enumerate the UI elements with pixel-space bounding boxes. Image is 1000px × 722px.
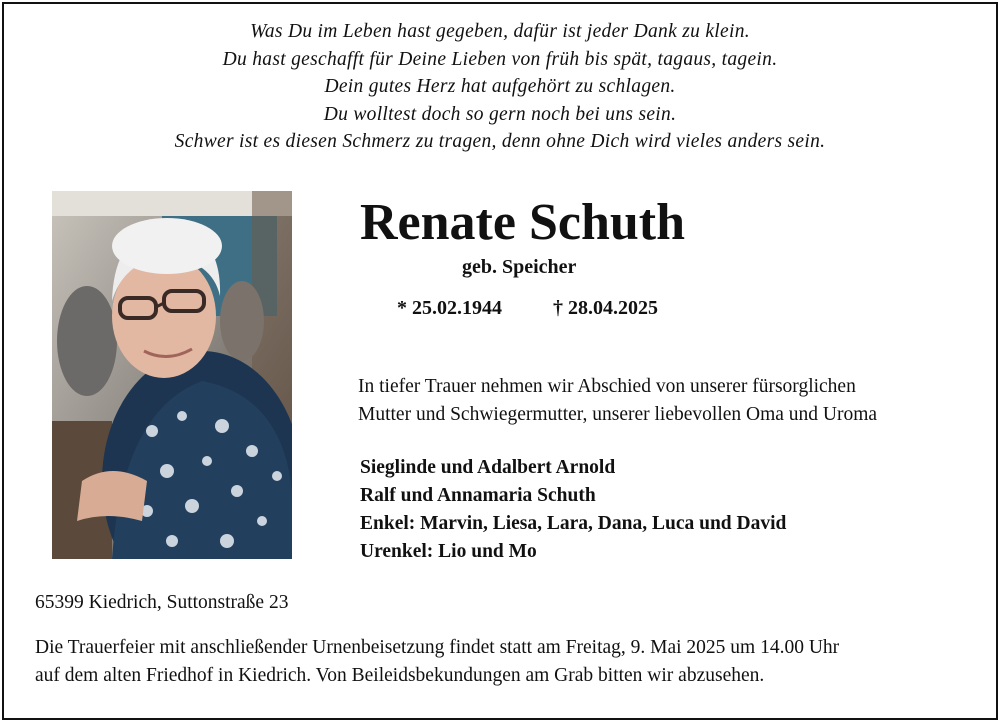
- funeral-line: auf dem alten Friedhof in Kiedrich. Von Beileidsbekundungen am Grab bitten wir abzusehen.: [35, 665, 765, 686]
- poem-line: Dein gutes Herz hat aufgehört zu schlagen.: [324, 76, 676, 97]
- family-member: Urenkel: Lio und Mo: [360, 541, 537, 562]
- maiden-name: geb. Speicher: [462, 256, 577, 278]
- poem-line: Du hast geschafft für Deine Lieben von früh bis spät, tagaus, tagein.: [222, 48, 778, 70]
- deceased-name: Renate Schuth: [360, 194, 686, 251]
- mourning-text: [358, 373, 877, 429]
- portrait-photo: [52, 191, 292, 559]
- mourning-line: Mutter und Schwiegermutter, unserer liebevollen Oma und Uroma: [358, 404, 878, 425]
- poem-line: Du wolltest doch so gern noch bei uns sein.: [323, 103, 677, 125]
- family-member: Enkel: Marvin, Liesa, Lara, Dana, Luca und David: [360, 513, 787, 534]
- family-address: 65399 Kiedrich, Suttonstraße 23: [35, 592, 289, 613]
- poem-line: Schwer ist es diesen Schmerz zu tragen, denn ohne Dich wird vieles anders sein.: [174, 131, 826, 152]
- family-list: [360, 454, 786, 566]
- birth-date: * 25.02.1944: [397, 297, 502, 319]
- mourning-line: In tiefer Trauer nehmen wir Abschied von unserer fürsorglichen: [358, 376, 856, 397]
- family-member: Ralf und Annamaria Schuth: [360, 485, 596, 506]
- funeral-line: Die Trauerfeier mit anschließender Urnenbeisetzung findet statt am Freitag, 9. Mai 2025 um 14.00 Uhr: [35, 637, 840, 658]
- funeral-details: [35, 634, 839, 690]
- memorial-poem: [0, 18, 1000, 156]
- family-member: Sieglinde und Adalbert Arnold: [360, 457, 616, 478]
- death-date: † 28.04.2025: [553, 297, 658, 319]
- poem-line: Was Du im Leben hast gegeben, dafür ist jeder Dank zu klein.: [250, 21, 750, 42]
